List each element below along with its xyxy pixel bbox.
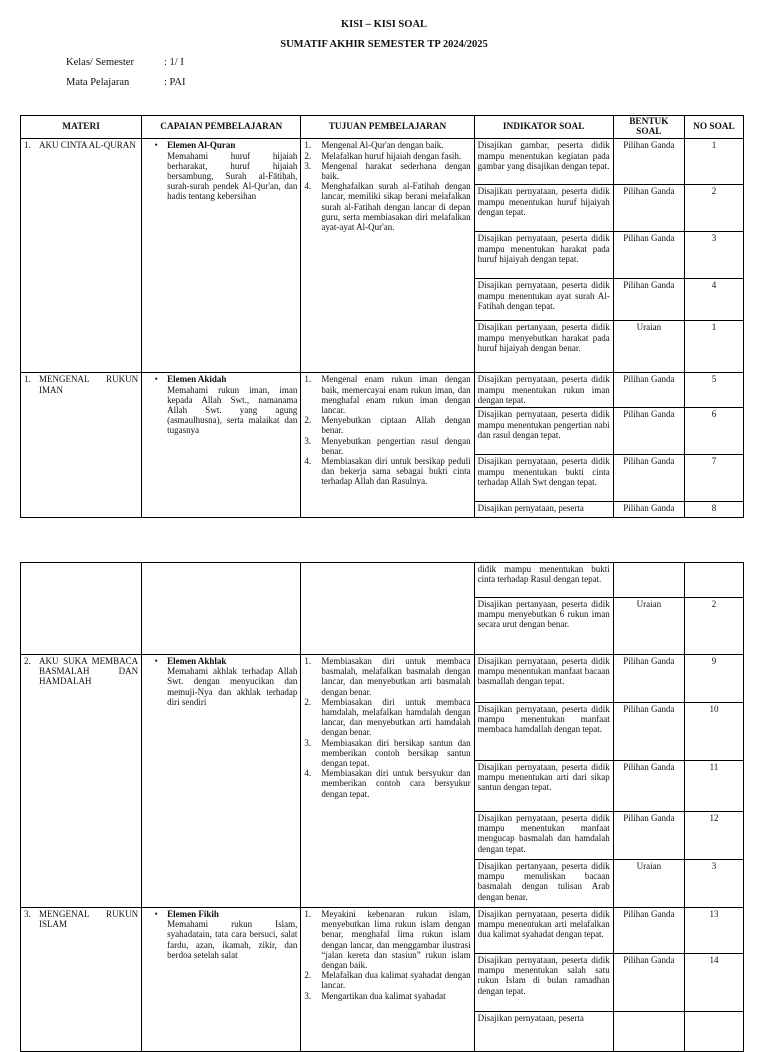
no-soal-cell: 4: [684, 279, 743, 321]
document-title: KISI – KISI SOAL: [340, 19, 428, 30]
bentuk-cell: Pilihan Ganda: [613, 232, 684, 279]
bentuk-cell: [613, 563, 684, 598]
no-soal-cell: 5: [684, 373, 743, 408]
no-soal-cell: 11: [684, 761, 743, 812]
kelas-value: : 1/ I: [164, 57, 184, 68]
indikator-cell: didik mampu menentukan bukti cinta terhadap Rasul dengan tepat.: [474, 563, 613, 598]
col-tujuan-header: TUJUAN PEMBELAJARAN: [301, 116, 474, 139]
tujuan-cell: [301, 563, 474, 655]
no-soal-cell: 1: [684, 139, 743, 185]
tujuan-cell: 1. Membiasakan diri untuk membaca basmalah, melafalkan basmalah dengan lancar, dan menyebutkan arti basmalah dengan benar. 2. Membiasakan diri untuk membaca hamdalah, melafalkan hamdalah dengan lancar, dan menyebutkan arti hamdalah dengan benar. 3. Membiasakan diri bersikap santun dan memberikan contoh bersikap santun dengan tepat. 4. Membiasakan diri untuk bersyukur dan memberikan contoh cara bersyukur dengan tepat.: [301, 655, 474, 908]
bullet-icon: •: [154, 374, 158, 385]
no-soal-cell: 3: [684, 860, 743, 908]
indikator-cell: Disajikan pertanyaan, peserta didik mampu menyebutkan harakat pada huruf hijaiyah dengan benar.: [474, 321, 613, 373]
bentuk-cell: Pilihan Ganda: [613, 655, 684, 703]
no-soal-cell: 1: [684, 321, 743, 373]
bentuk-cell: Pilihan Ganda: [613, 761, 684, 812]
bentuk-cell: Pilihan Ganda: [613, 455, 684, 502]
capaian-cell: • Elemen Akidah Memahami rukun iman, iman kepada Allah Swt., namanama Allah Swt. yang agung (asmaulhusna), serta malaikat dan tugasnya: [142, 373, 301, 518]
bentuk-cell: Pilihan Ganda: [613, 279, 684, 321]
materi-cell: 3. MENGENAL RUKUN ISLAM: [21, 908, 142, 1052]
capaian-cell: • Elemen Al-Quran Memahami huruf hijaiah berharakat, huruf hijaiah bersambung, Surah al-Fātiḥah, surah-surah pendek Al-Qur'an, dan hadis tentang kebersihan: [142, 139, 301, 373]
bentuk-cell: Pilihan Ganda: [613, 408, 684, 455]
kelas-label: Kelas/ Semester: [66, 57, 134, 68]
materi-cell: 1. MENGENAL RUKUN IMAN: [21, 373, 142, 518]
bentuk-cell: Pilihan Ganda: [613, 502, 684, 518]
indikator-cell: Disajikan pernyataan, peserta didik mampu menentukan salah satu rukun Islam di bulan ramadhan dengan tepat.: [474, 954, 613, 1012]
mapel-label: Mata Pelajaran: [66, 77, 130, 88]
table-row: [21, 563, 744, 598]
indikator-cell: Disajikan pernyataan, peserta: [474, 1012, 613, 1052]
table-row: [21, 908, 744, 954]
table-row: [21, 655, 744, 703]
bentuk-cell: Uraian: [613, 598, 684, 655]
indikator-cell: Disajikan pernyataan, peserta didik mampu menentukan arti dari sikap santun dengan tepat.: [474, 761, 613, 812]
no-soal-cell: 2: [684, 185, 743, 232]
materi-cell: [21, 563, 142, 655]
bullet-icon: •: [154, 656, 158, 666]
bentuk-cell: Pilihan Ganda: [613, 703, 684, 761]
no-soal-cell: 3: [684, 232, 743, 279]
indikator-cell: Disajikan pernyataan, peserta didik mampu menentukan manfaat bacaan basmallah dengan tepat.: [474, 655, 613, 703]
col-no-header: NO SOAL: [684, 116, 743, 139]
no-soal-cell: [684, 1012, 743, 1052]
bentuk-cell: Pilihan Ganda: [613, 908, 684, 954]
materi-cell: 2. AKU SUKA MEMBACA BASMALAH DAN HAMDALAH: [21, 655, 142, 908]
no-soal-cell: [684, 563, 743, 598]
no-soal-cell: 8: [684, 502, 743, 518]
bentuk-cell: Uraian: [613, 321, 684, 373]
no-soal-cell: 14: [684, 954, 743, 1012]
indikator-cell: Disajikan pernyataan, peserta didik mampu menentukan pengertian nabi dan rasul dengan tepat.: [474, 408, 613, 455]
capaian-cell: • Elemen Fikih Memahami rukun Islam, syahadatain, tata cara bersuci, salat fardu, azan, ikamah, zikir, dan berdoa setelah salat: [142, 908, 301, 1052]
no-soal-cell: 9: [684, 655, 743, 703]
indikator-cell: Disajikan pernyataan, peserta didik mampu menentukan bukti cinta terhadap Allah Swt dengan tepat.: [474, 455, 613, 502]
table-row: [21, 139, 744, 185]
indikator-cell: Disajikan pernyataan, peserta: [474, 502, 613, 518]
indikator-cell: Disajikan gambar, peserta didik mampu menentukan kegiatan pada gambar yang disajikan dengan tepat.: [474, 139, 613, 185]
mapel-value: : PAI: [164, 77, 186, 88]
tujuan-cell: 1. Mengenal Al-Qur'an dengan baik. 2. Melafalkan huruf hijaiah dengan fasih. 3. Mengenal harakat sederhana dengan baik. 4. Menghafalkan surah al-Fatihah dengan lancar, memiliki sikap berani melafalkan surah al-Fatihah dengan lancar di depan guru, serta membiasakan diri melafalkan ayat-ayat Al-Qur'an.: [301, 139, 474, 373]
col-bentuk-header: BENTUK SOAL: [613, 116, 684, 139]
bentuk-cell: Pilihan Ganda: [613, 954, 684, 1012]
indikator-cell: Disajikan pernyataan, peserta didik mampu menentukan ayat surah Al-Fatihah dengan tepat.: [474, 279, 613, 321]
bentuk-cell: Pilihan Ganda: [613, 139, 684, 185]
col-capaian-header: CAPAIAN PEMBELAJARAN: [142, 116, 301, 139]
bullet-icon: •: [154, 909, 158, 919]
no-soal-cell: 6: [684, 408, 743, 455]
capaian-cell: [142, 563, 301, 655]
table-row: [21, 373, 744, 408]
indikator-cell: Disajikan pertanyaan, peserta didik mampu menyebutkan 6 rukun iman secara urut dengan benar.: [474, 598, 613, 655]
materi-cell: 1. AKU CINTA AL-QURAN: [21, 139, 142, 373]
indikator-cell: Disajikan pernyataan, peserta didik mampu menentukan harakat pada huruf hijaiyah dengan tepat.: [474, 232, 613, 279]
bentuk-cell: Pilihan Ganda: [613, 373, 684, 408]
no-soal-cell: 2: [684, 598, 743, 655]
no-soal-cell: 12: [684, 812, 743, 860]
tujuan-cell: 1. Meyakini kebenaran rukun islam, menyebutkan lima rukun islam dengan benar, menghafal lima rukun islam dengan lancar, dan menggambar ilustrasi “jalan kereta dan stasiun” rukun islam dengan baik. 2. Melafalkan dua kalimat syahadat dengan lancar. 3. Mengartikan dua kalimat syahadat: [301, 908, 474, 1052]
document-subtitle: SUMATIF AKHIR SEMESTER TP 2024/2025: [280, 39, 488, 50]
bentuk-cell: Pilihan Ganda: [613, 812, 684, 860]
indikator-cell: Disajikan pernyataan, peserta didik mampu menentukan manfaat membaca hamdallah dengan tepat.: [474, 703, 613, 761]
capaian-cell: • Elemen Akhlak Memahami akhlak terhadap Allah Swt. dengan menyucikan dan memuji-Nya dan akhlak terhadap diri sendiri: [142, 655, 301, 908]
bentuk-cell: Pilihan Ganda: [613, 185, 684, 232]
tujuan-cell: 1. Mengenal enam rukun iman dengan baik, memercayai enam rukun iman, dan menghafal enam rukun iman dengan lancar. 2. Menyebutkan ciptaan Allah dengan benar. 3. Menyebutkan pengertian rasul dengan benar. 4. Membiasakan diri untuk bersikap peduli dan bekerja sama sebagai bukti cinta terhadap Allah dan Rasulnya.: [301, 373, 474, 518]
indikator-cell: Disajikan pertanyaan, peserta didik mampu menuliskan bacaan basmalah dengan tulisan Arab dengan benar.: [474, 860, 613, 908]
bentuk-cell: [613, 1012, 684, 1052]
col-materi-header: MATERI: [21, 116, 142, 139]
no-soal-cell: 10: [684, 703, 743, 761]
bentuk-cell: Uraian: [613, 860, 684, 908]
no-soal-cell: 13: [684, 908, 743, 954]
indikator-cell: Disajikan pernyataan, peserta didik mampu menentukan rukun iman dengan tepat.: [474, 373, 613, 408]
table-header-row: [21, 116, 744, 139]
col-indikator-header: INDIKATOR SOAL: [474, 116, 613, 139]
indikator-cell: Disajikan pernyataan, peserta didik mampu menentukan manfaat mengucap basmalah dan hamdalah dengan tepat.: [474, 812, 613, 860]
bullet-icon: •: [154, 140, 158, 151]
indikator-cell: Disajikan pernyataan, peserta didik mampu menentukan huruf hijaiyah dengan tepat.: [474, 185, 613, 232]
no-soal-cell: 7: [684, 455, 743, 502]
indikator-cell: Disajikan pernyataan, peserta didik mampu menentukan arti melafalkan dua kalimat syahadat dengan tepat.: [474, 908, 613, 954]
kisi-table-page-2: [20, 562, 744, 1052]
kisi-table-page-1: [20, 115, 744, 518]
